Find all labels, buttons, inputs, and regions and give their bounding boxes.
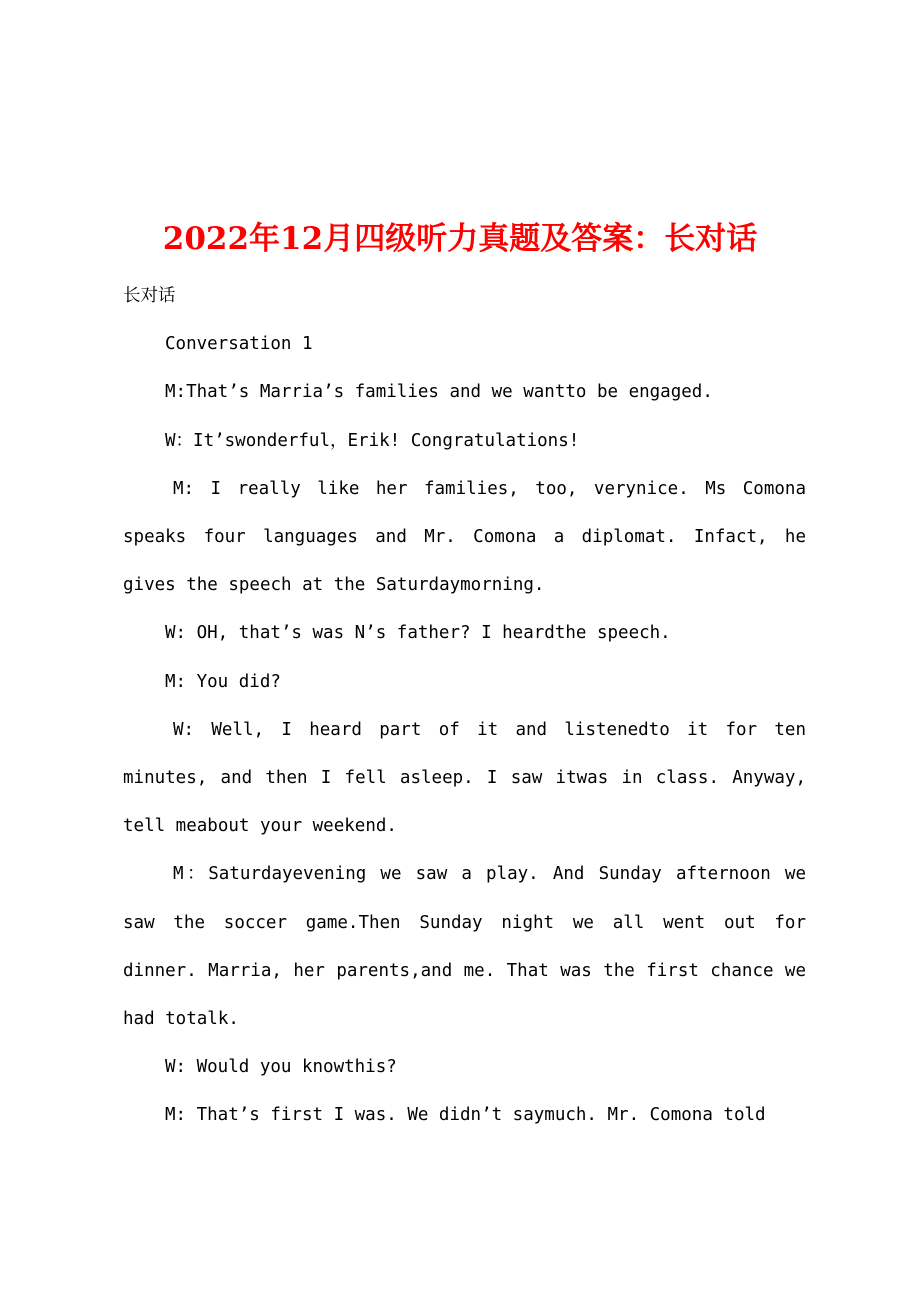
paragraph: W: OH, that’s was N’s father? I heardthe speech. bbox=[165, 623, 671, 644]
paragraph: M: You did? bbox=[165, 671, 281, 692]
paragraph: W: Well, I heard part of it and listenedto it for ten minutes, and then I fell asleep. I saw itwas in class. Anyway, tell meabout your weekend. bbox=[123, 719, 806, 837]
paragraph: M: I really like her families, too, verynice. Ms Comona speaks four languages and Mr. Comona a diplomat. Infact, he gives the speech at the Saturdaymorning. bbox=[123, 478, 806, 596]
section-label: 长对话 bbox=[123, 286, 176, 306]
paragraph: M: That’s first I was. We didn’t saymuch. Mr. Comona told bbox=[165, 1105, 766, 1126]
paragraph: W: Would you knowthis? bbox=[165, 1057, 397, 1078]
paragraph-conversation-heading: Conversation 1 bbox=[165, 334, 313, 355]
paragraph: W：It’swonderful，Erik! Congratulations! bbox=[165, 430, 580, 451]
document-body bbox=[123, 272, 806, 1140]
document-title: 2022年12月四级听力真题及答案：长对话 bbox=[162, 220, 758, 257]
paragraph: M:That’s Marria’s families and we wantto be engaged. bbox=[165, 382, 713, 403]
paragraph: M：Saturdayevening we saw a play. And Sunday afternoon we saw the soccer game.Then Sunday night we all went out for dinner. Marria, her parents,and me. That was the first chance we had totalk. bbox=[123, 864, 806, 1030]
